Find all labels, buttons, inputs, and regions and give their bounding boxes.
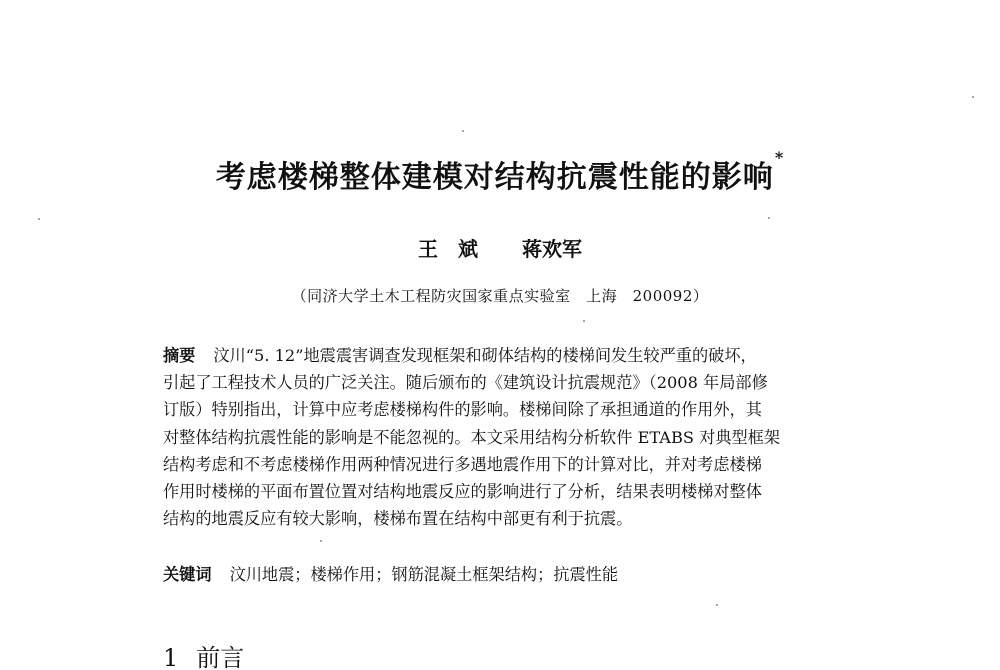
keywords-text: 汶川地震；楼梯作用；钢筋混凝土框架结构；抗震性能 — [229, 565, 619, 584]
scan-speck — [583, 320, 585, 322]
abstract-line: 作用时楼梯的平面布置位置对结构地震反应的影响进行了分析，结果表明楼梯对整体 — [163, 482, 762, 502]
abstract-line: 摘要 汶川“5. 12”地震震害调查发现框架和砌体结构的楼梯间发生较严重的破坏， — [163, 346, 757, 365]
scan-speck — [716, 604, 718, 606]
section-number: 1 — [163, 644, 179, 670]
scan-speck — [38, 218, 40, 220]
abstract-line: 订版）特别指出，计算中应考虑楼梯构件的影响。楼梯间除了承担通道的作用外，其 — [163, 400, 762, 420]
scan-speck — [320, 540, 322, 542]
abstract-line: 对整体结构抗震性能的影响是不能忽视的。本文采用结构分析软件 ETABS 对典型框架 — [163, 427, 781, 447]
affiliation: （同济大学土木工程防灾国家重点实验室 上海 200092） — [291, 287, 709, 305]
abstract-label: 摘要 — [163, 346, 196, 365]
scan-speck — [972, 96, 974, 98]
abstract-line: 引起了工程技术人员的广泛关注。随后颁布的《建筑设计抗震规范》（2008 年局部修 — [163, 373, 768, 393]
keywords — [163, 561, 618, 585]
author-list — [0, 233, 1000, 262]
title-footnote-mark: * — [774, 148, 785, 167]
abstract — [163, 342, 839, 532]
keywords-label: 关键词 — [163, 565, 212, 584]
author-name: 蒋欢军 — [522, 237, 582, 261]
abstract-line: 结构考虑和不考虑楼梯作用两种情况进行多遇地震作用下的计算对比，并对考虑楼梯 — [163, 454, 762, 474]
author-name: 王 斌 — [418, 237, 478, 261]
section-title: 前言 — [196, 644, 245, 670]
abstract-line: 结构的地震反应有较大影响，楼梯布置在结构中部更有利于抗震。 — [163, 509, 633, 529]
scan-speck — [768, 217, 770, 219]
scan-speck — [462, 130, 464, 132]
paper-title-text: 考虑楼梯整体建模对结构抗震性能的影响 — [215, 160, 774, 195]
paper-title — [0, 148, 1000, 196]
section-heading — [163, 638, 244, 670]
